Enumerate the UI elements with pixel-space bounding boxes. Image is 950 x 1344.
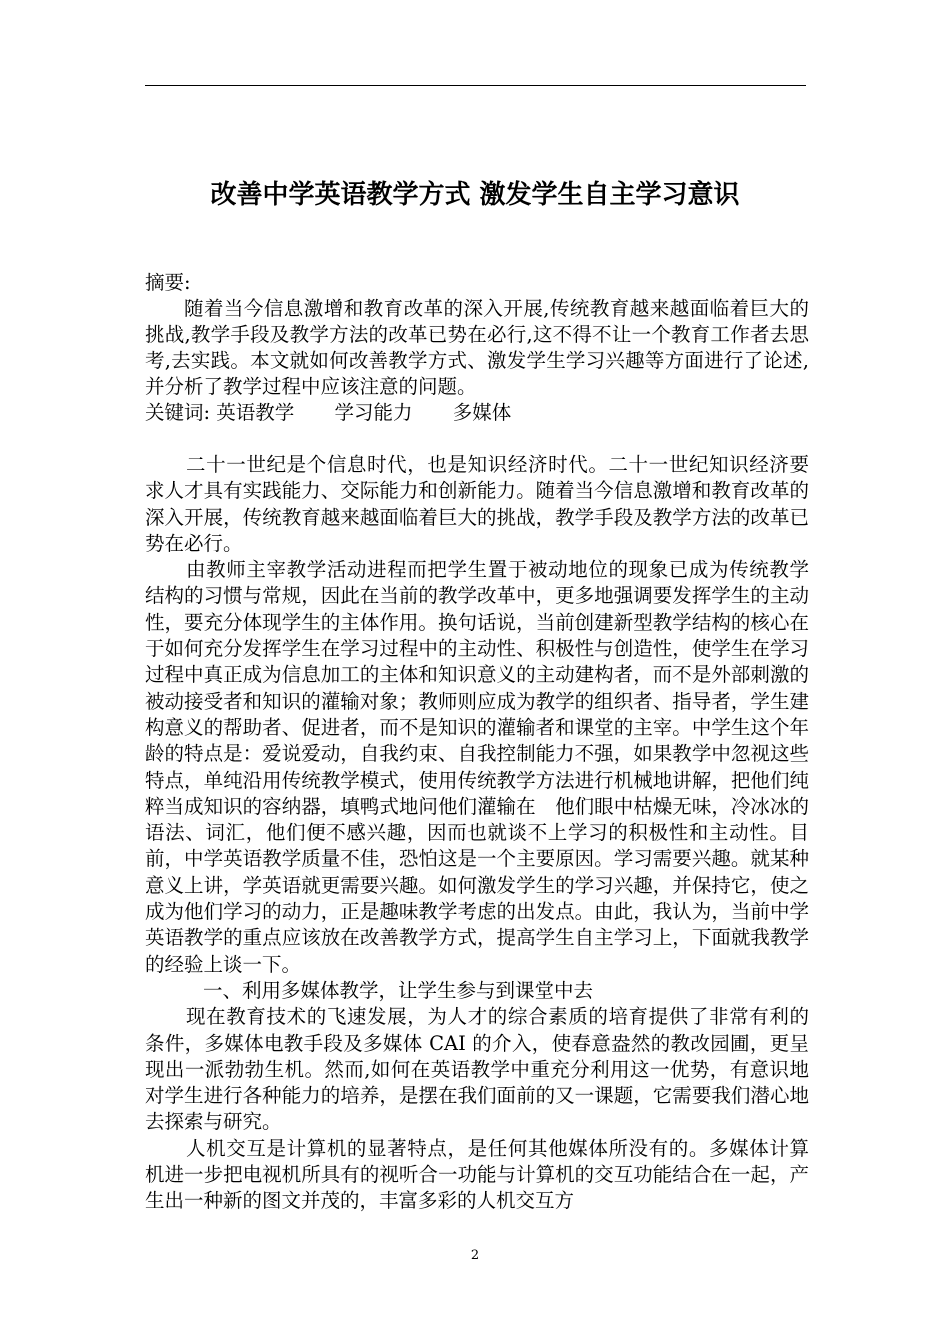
abstract-label: 摘要: [145,271,191,294]
keyword-item: 英语教学 [216,401,295,424]
body-text [145,452,809,1215]
keyword-item: 学习能力 [334,401,413,424]
body-paragraph: 二十一世纪是个信息时代，也是知识经济时代。二十一世纪知识经济要求人才具有实践能力、交际能力和创新能力。随着当今信息激增和教育改革的深入开展，传统教育越来越面临着巨大的挑战，教学手段及教学方法的改革已势在必行。 [145,453,809,555]
keywords-line [145,400,809,426]
header-rule [145,85,806,86]
keyword-item: 多媒体 [452,401,512,424]
keywords-label: 关键词: [145,401,211,424]
abstract-text: 随着当今信息激增和教育改革的深入开展,传统教育越来越面临着巨大的挑战,教学手段及教学方法的改革已势在必行,这不得不让一个教育工作者去思考,去实践。本文就如何改善教学方式、激发学生学习兴趣等方面进行了论述,并分析了教学过程中应该注意的问题。 [145,297,809,398]
page-number: 2 [470,1248,480,1263]
body-paragraph: 由教师主宰教学活动进程而把学生置于被动地位的现象已成为传统教学结构的习惯与常规，因此在当前的教学改革中，更多地强调要发挥学生的主动性，要充分体现学生的主体作用。换句话说，当前创建新型教学结构的核心在于如何充分发挥学生在学习过程中的主动性、积极性与创造性，使学生在学习过程中真正成为信息加工的主体和知识意义的主动建构者，而不是外部刺激的被动接受者和知识的灌输对象；教师则应成为教学的组织者、指导者，学生建构意义的帮助者、促进者，而不是知识的灌输者和课堂的主宰。中学生这个年龄的特点是：爱说爱动，自我约束、自我控制能力不强，如果教学中忽视这些特点，单纯沿用传统教学模式，使用传统教学方法进行机械地讲解，把他们纯粹当成知识的容纳器，填鸭式地问他们灌输在 他们眼中枯燥无味，冷冰冰的语法、词汇，他们便不感兴趣，因而也就谈不上学习的积极性和主动性。目前，中学英语教学质量不佳，恐怕这是一个主要原因。学习需要兴趣。就某种意义上讲，学英语就更需要兴趣。如何激发学生的学习兴趣，并保持它，使之成为他们学习的动力，正是趣味教学考虑的出发点。由此，我认为，当前中学英语教学的重点应该放在改善教学方式，提高学生自主学习上，下面就我教学的经验上谈一下。 [145,558,809,976]
body-paragraph: 现在教育技术的飞速发展，为人才的综合素质的培育提供了非常有利的条件，多媒体电教手段及多媒体 CAI 的介入，使春意盎然的教改园圃，更呈现出一派勃勃生机。然而,如何在英语教学中重充分利用这一优势，有意识地对学生进行各种能力的培养，是摆在我们面前的又一课题，它需要我们潜心地去探索与研究。 [145,1005,809,1134]
abstract-section [145,270,809,426]
section-heading: 一、利用多媒体教学，让学生参与到课堂中去 [203,978,594,1002]
document-title: 改善中学英语教学方式 激发学生自主学习意识 [210,180,740,210]
body-paragraph: 人机交互是计算机的显著特点，是任何其他媒体所没有的。多媒体计算机进一步把电视机所具有的视听合一功能与计算机的交互功能结合在一起，产生出一种新的图文并茂的，丰富多彩的人机交互方 [145,1136,809,1213]
